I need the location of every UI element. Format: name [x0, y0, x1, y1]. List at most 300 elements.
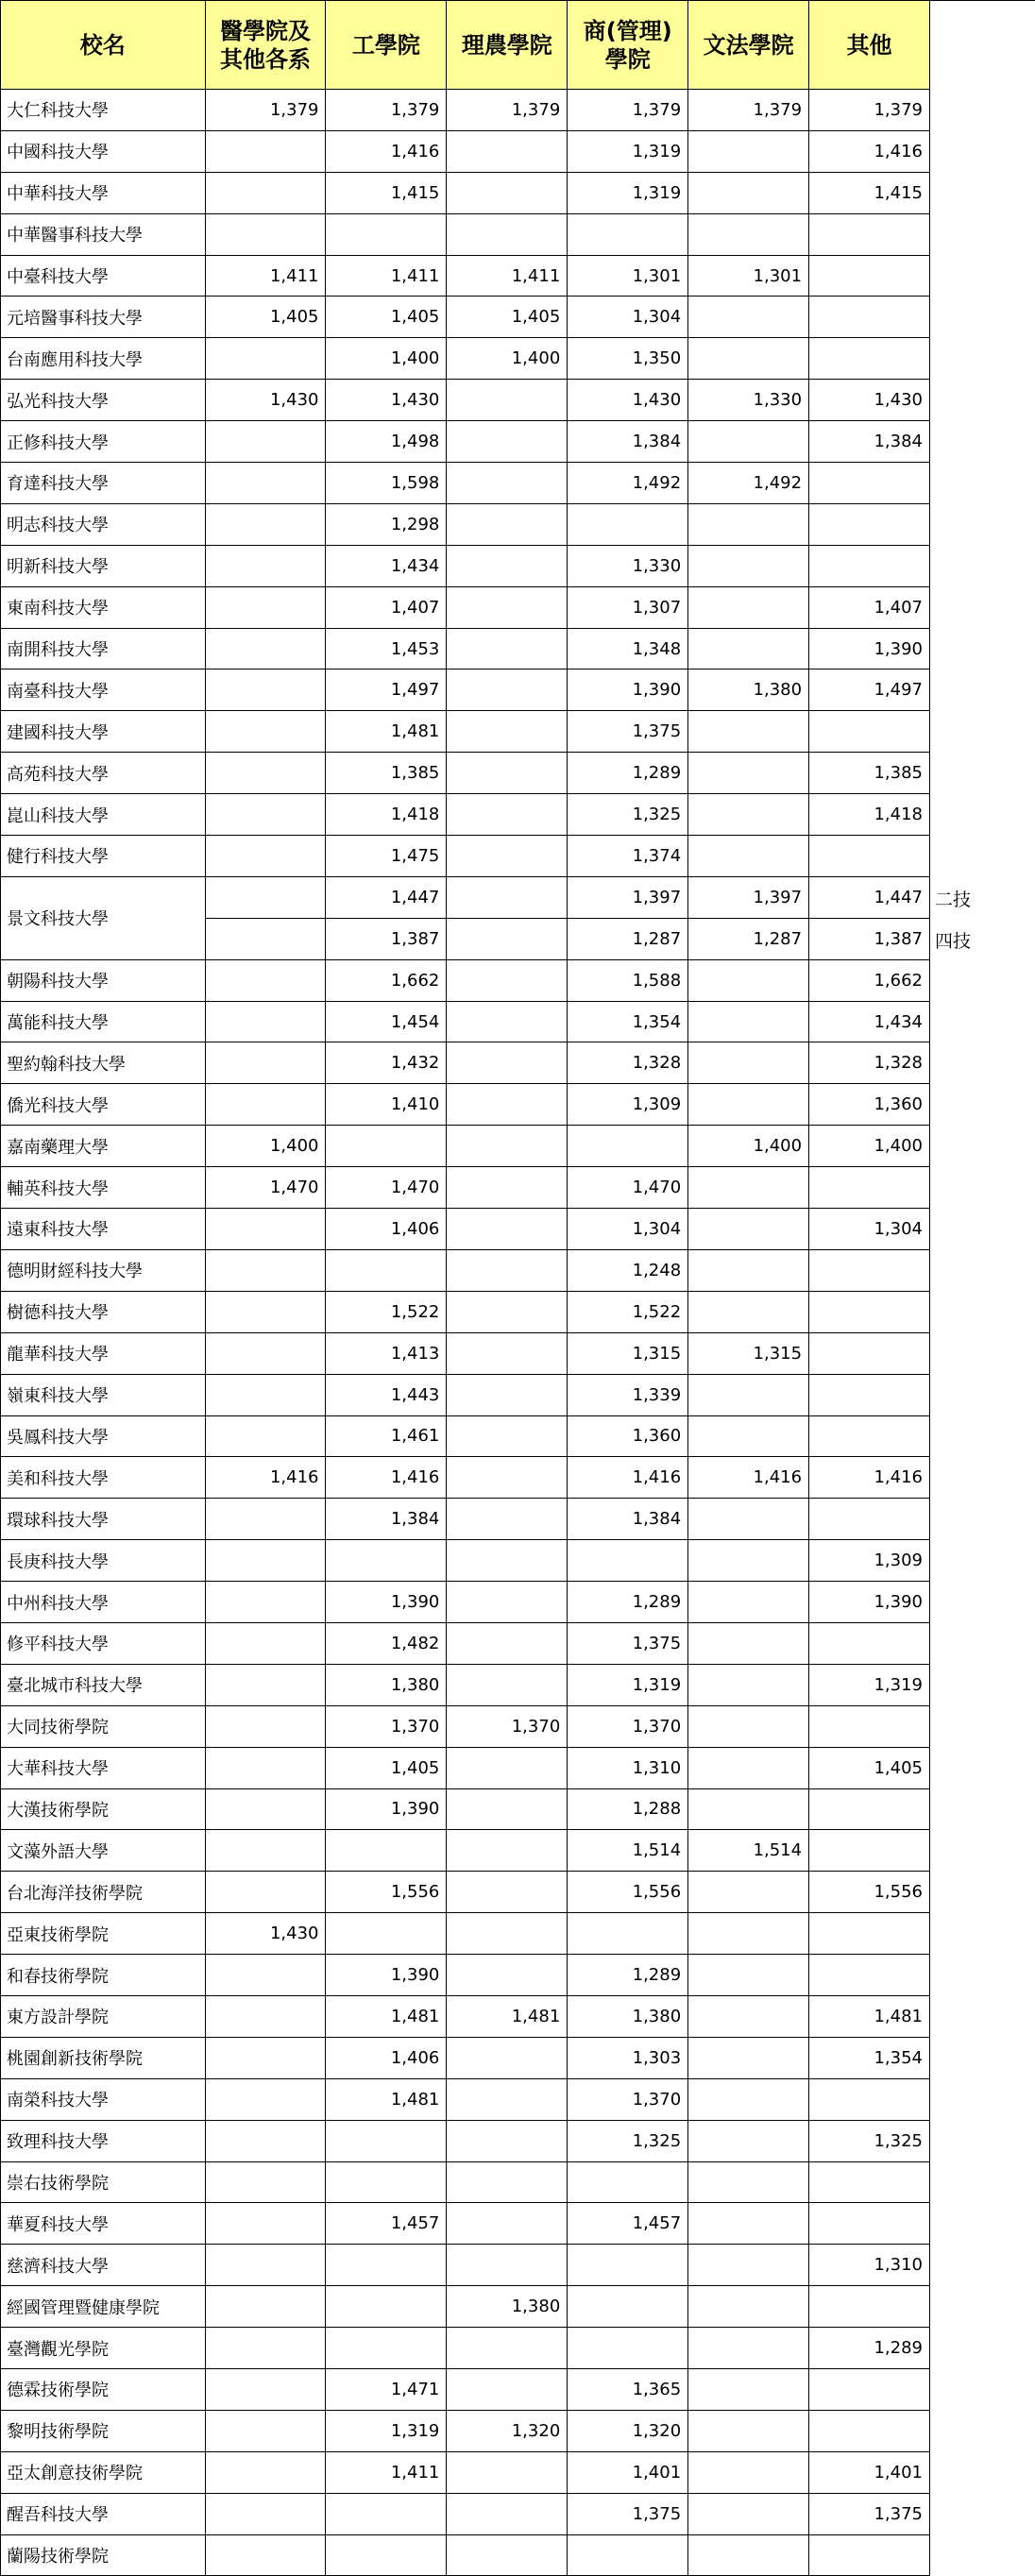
value-cell: 1,405 — [326, 1747, 447, 1788]
school-name-cell: 黎明技術學院 — [1, 2410, 206, 2451]
school-name-cell: 和春技術學院 — [1, 1955, 206, 1996]
value-cell — [205, 669, 326, 711]
table-row — [1, 1209, 930, 1250]
value-cell: 1,390 — [326, 1955, 447, 1996]
value-cell — [688, 2534, 809, 2576]
value-cell: 1,470 — [568, 1167, 688, 1209]
value-cell — [688, 1582, 809, 1623]
value-cell — [447, 918, 568, 959]
value-cell: 1,379 — [205, 90, 326, 131]
value-cell — [447, 959, 568, 1001]
value-cell — [688, 2161, 809, 2203]
school-name-cell: 桃園創新技術學院 — [1, 2037, 206, 2078]
school-name-cell: 德霖技術學院 — [1, 2368, 206, 2410]
value-cell: 1,319 — [326, 2410, 447, 2451]
value-cell: 1,370 — [447, 1705, 568, 1747]
value-cell — [447, 1415, 568, 1457]
value-cell: 1,416 — [568, 1457, 688, 1499]
table-row — [1, 2161, 930, 2203]
school-name-cell: 大漢技術學院 — [1, 1788, 206, 1830]
table-row — [1, 959, 930, 1001]
value-cell — [447, 1457, 568, 1499]
value-cell: 1,375 — [568, 1622, 688, 1664]
school-name-cell: 台南應用科技大學 — [1, 338, 206, 380]
value-cell — [809, 1955, 930, 1996]
school-name-cell: 南開科技大學 — [1, 628, 206, 669]
value-cell: 1,301 — [568, 255, 688, 297]
value-cell: 1,354 — [809, 2037, 930, 2078]
table-row — [1, 545, 930, 586]
header-business: 商(管理) 學院 — [568, 1, 688, 90]
school-name-cell: 臺灣觀光學院 — [1, 2328, 206, 2369]
school-name-cell: 蘭陽技術學院 — [1, 2534, 206, 2576]
school-name-cell: 慈濟科技大學 — [1, 2245, 206, 2286]
value-cell: 1,430 — [205, 380, 326, 421]
value-cell: 1,481 — [447, 1995, 568, 2037]
value-cell — [205, 463, 326, 504]
value-cell — [809, 1332, 930, 1374]
value-cell: 1,492 — [568, 463, 688, 504]
value-cell — [568, 1913, 688, 1955]
school-name-cell: 弘光科技大學 — [1, 380, 206, 421]
value-cell — [326, 2120, 447, 2161]
value-cell — [688, 1788, 809, 1830]
value-cell: 1,315 — [688, 1332, 809, 1374]
value-cell — [205, 1582, 326, 1623]
value-cell: 1,307 — [568, 586, 688, 628]
value-cell — [205, 711, 326, 753]
value-cell: 1,588 — [568, 959, 688, 1001]
value-cell — [447, 2245, 568, 2286]
value-cell — [205, 1747, 326, 1788]
school-name-cell: 亞太創意技術學院 — [1, 2451, 206, 2493]
school-name-cell: 明新科技大學 — [1, 545, 206, 586]
value-cell — [447, 586, 568, 628]
value-cell — [447, 380, 568, 421]
value-cell — [447, 1374, 568, 1415]
value-cell — [688, 1622, 809, 1664]
value-cell — [205, 2368, 326, 2410]
table-row — [1, 1830, 930, 1872]
value-cell: 1,405 — [205, 297, 326, 338]
value-cell — [809, 297, 930, 338]
value-cell: 1,385 — [809, 753, 930, 794]
value-cell — [809, 2286, 930, 2328]
value-cell: 1,415 — [809, 172, 930, 213]
table-row — [1, 90, 930, 131]
value-cell: 1,410 — [326, 1084, 447, 1126]
value-cell — [205, 1042, 326, 1084]
value-cell — [809, 503, 930, 545]
value-cell: 1,662 — [326, 959, 447, 1001]
value-cell: 1,360 — [568, 1415, 688, 1457]
value-cell — [205, 1291, 326, 1332]
value-cell: 1,400 — [205, 1126, 326, 1167]
value-cell — [447, 2161, 568, 2203]
value-cell: 1,387 — [809, 918, 930, 959]
value-cell: 1,407 — [809, 586, 930, 628]
table-row — [1, 794, 930, 836]
header-medical: 醫學院及 其他各系 — [205, 1, 326, 90]
value-cell — [809, 1622, 930, 1664]
value-cell: 1,430 — [205, 1913, 326, 1955]
value-cell — [447, 1955, 568, 1996]
school-name-cell: 聖約翰科技大學 — [1, 1042, 206, 1084]
value-cell — [205, 1209, 326, 1250]
value-cell — [568, 2534, 688, 2576]
value-cell — [809, 545, 930, 586]
value-cell — [447, 836, 568, 877]
school-name-cell: 龍華科技大學 — [1, 1332, 206, 1374]
value-cell — [447, 711, 568, 753]
value-cell — [205, 2161, 326, 2203]
school-name-cell: 建國科技大學 — [1, 711, 206, 753]
value-cell: 1,482 — [326, 1622, 447, 1664]
value-cell: 1,330 — [568, 545, 688, 586]
school-name-cell: 萬能科技大學 — [1, 1001, 206, 1042]
table-row — [1, 2037, 930, 2078]
value-cell — [205, 918, 326, 959]
value-cell: 1,481 — [809, 1995, 930, 2037]
value-cell: 1,397 — [688, 876, 809, 918]
value-cell — [688, 1705, 809, 1747]
value-cell: 1,390 — [326, 1788, 447, 1830]
value-cell — [447, 1499, 568, 1540]
table-row — [1, 711, 930, 753]
value-cell: 1,309 — [809, 1540, 930, 1582]
value-cell — [205, 2534, 326, 2576]
value-cell: 1,310 — [568, 1747, 688, 1788]
value-cell: 1,375 — [809, 2493, 930, 2534]
value-cell — [688, 959, 809, 1001]
table-row — [1, 1167, 930, 1209]
value-cell — [568, 213, 688, 255]
value-cell — [326, 2161, 447, 2203]
value-cell: 1,556 — [568, 1872, 688, 1913]
value-cell — [688, 338, 809, 380]
school-name-cell: 中州科技大學 — [1, 1582, 206, 1623]
value-cell — [205, 1955, 326, 1996]
value-cell: 1,304 — [568, 297, 688, 338]
school-name-cell: 輔英科技大學 — [1, 1167, 206, 1209]
table-row — [1, 1126, 930, 1167]
value-cell: 1,384 — [326, 1499, 447, 1540]
school-name-cell: 南榮科技大學 — [1, 2078, 206, 2120]
header-liberal-arts-law: 文法學院 — [688, 1, 809, 90]
value-cell: 1,475 — [326, 836, 447, 877]
value-cell: 1,405 — [326, 297, 447, 338]
table-row — [1, 255, 930, 297]
value-cell: 1,328 — [809, 1042, 930, 1084]
value-cell — [809, 2078, 930, 2120]
school-name-cell: 文藻外語大學 — [1, 1830, 206, 1872]
value-cell: 1,522 — [326, 1291, 447, 1332]
value-cell — [568, 2328, 688, 2369]
value-cell — [447, 2328, 568, 2369]
value-cell: 1,315 — [568, 1332, 688, 1374]
value-cell: 1,374 — [568, 836, 688, 877]
school-name-cell: 醒吾科技大學 — [1, 2493, 206, 2534]
value-cell — [205, 1622, 326, 1664]
value-cell: 1,375 — [568, 2493, 688, 2534]
value-cell — [447, 1126, 568, 1167]
value-cell: 1,397 — [568, 876, 688, 918]
value-cell — [688, 545, 809, 586]
value-cell — [688, 1249, 809, 1291]
value-cell: 1,481 — [326, 711, 447, 753]
value-cell: 1,497 — [326, 669, 447, 711]
value-cell — [447, 421, 568, 463]
school-name-cell: 元培醫事科技大學 — [1, 297, 206, 338]
value-cell — [447, 2037, 568, 2078]
value-cell: 1,379 — [809, 90, 930, 131]
value-cell: 1,400 — [447, 338, 568, 380]
value-cell: 1,416 — [809, 1457, 930, 1499]
value-cell — [447, 503, 568, 545]
school-name-cell: 景文科技大學 — [1, 876, 206, 959]
table-row — [1, 2328, 930, 2369]
value-cell — [809, 1913, 930, 1955]
table-row — [1, 297, 930, 338]
value-cell — [568, 1126, 688, 1167]
value-cell: 1,390 — [809, 1582, 930, 1623]
value-cell: 1,470 — [205, 1167, 326, 1209]
value-cell: 1,416 — [205, 1457, 326, 1499]
value-cell: 1,461 — [326, 1415, 447, 1457]
value-cell — [688, 1995, 809, 2037]
school-name-cell: 明志科技大學 — [1, 503, 206, 545]
value-cell — [326, 2328, 447, 2369]
table-row — [1, 876, 930, 918]
header-school-name: 校名 — [1, 1, 206, 90]
value-cell: 1,320 — [568, 2410, 688, 2451]
table-row — [1, 1499, 930, 1540]
value-cell — [809, 1374, 930, 1415]
table-row — [1, 1540, 930, 1582]
value-cell — [205, 2203, 326, 2245]
value-cell: 1,298 — [326, 503, 447, 545]
value-cell: 1,289 — [568, 1582, 688, 1623]
value-cell: 1,328 — [568, 1042, 688, 1084]
table-row — [1, 2120, 930, 2161]
value-cell — [688, 1291, 809, 1332]
value-cell: 1,370 — [568, 2078, 688, 2120]
value-cell — [688, 213, 809, 255]
value-cell: 1,289 — [568, 1955, 688, 1996]
school-name-cell: 長庚科技大學 — [1, 1540, 206, 1582]
value-cell — [447, 1540, 568, 1582]
value-cell — [688, 172, 809, 213]
value-cell: 1,319 — [568, 172, 688, 213]
value-cell: 1,481 — [326, 2078, 447, 2120]
school-name-cell: 中華科技大學 — [1, 172, 206, 213]
value-cell: 1,415 — [326, 172, 447, 213]
value-cell — [688, 2078, 809, 2120]
school-name-cell: 中華醫事科技大學 — [1, 213, 206, 255]
value-cell — [568, 2286, 688, 2328]
value-cell — [447, 1830, 568, 1872]
value-cell — [447, 794, 568, 836]
value-cell: 1,400 — [688, 1126, 809, 1167]
value-cell: 1,430 — [568, 380, 688, 421]
value-cell: 1,405 — [447, 297, 568, 338]
header-science-agriculture: 理農學院 — [447, 1, 568, 90]
value-cell: 1,319 — [809, 1664, 930, 1705]
value-cell — [447, 1582, 568, 1623]
value-cell — [326, 1913, 447, 1955]
value-cell — [205, 545, 326, 586]
value-cell: 1,339 — [568, 1374, 688, 1415]
value-cell — [447, 1001, 568, 1042]
value-cell — [447, 1913, 568, 1955]
value-cell: 1,325 — [568, 794, 688, 836]
value-cell — [688, 1664, 809, 1705]
value-cell — [205, 2078, 326, 2120]
table-row — [1, 1913, 930, 1955]
value-cell — [447, 2534, 568, 2576]
value-cell: 1,432 — [326, 1042, 447, 1084]
value-cell — [447, 172, 568, 213]
table-row — [1, 2245, 930, 2286]
school-name-cell: 大華科技大學 — [1, 1747, 206, 1788]
value-cell: 1,497 — [809, 669, 930, 711]
value-cell: 1,401 — [809, 2451, 930, 2493]
school-name-cell: 遠東科技大學 — [1, 1209, 206, 1250]
value-cell — [326, 213, 447, 255]
value-cell — [447, 669, 568, 711]
table-row — [1, 380, 930, 421]
value-cell: 1,406 — [326, 1209, 447, 1250]
value-cell: 1,303 — [568, 2037, 688, 2078]
table-row — [1, 1291, 930, 1332]
value-cell — [447, 1042, 568, 1084]
value-cell — [809, 213, 930, 255]
value-cell — [809, 1291, 930, 1332]
value-cell: 1,418 — [326, 794, 447, 836]
table-row — [1, 2286, 930, 2328]
school-name-cell: 大仁科技大學 — [1, 90, 206, 131]
table-row — [1, 1374, 930, 1415]
school-name-cell: 中國科技大學 — [1, 130, 206, 172]
value-cell: 1,380 — [688, 669, 809, 711]
value-cell: 1,365 — [568, 2368, 688, 2410]
value-cell — [326, 2493, 447, 2534]
table-row — [1, 1582, 930, 1623]
value-cell — [205, 2451, 326, 2493]
value-cell — [447, 1291, 568, 1332]
value-cell — [205, 1830, 326, 1872]
value-cell — [447, 1084, 568, 1126]
table-row — [1, 2410, 930, 2451]
value-cell — [809, 2534, 930, 2576]
value-cell — [809, 2203, 930, 2245]
value-cell — [568, 1540, 688, 1582]
value-cell: 1,457 — [326, 2203, 447, 2245]
table-row — [1, 1747, 930, 1788]
value-cell — [205, 1249, 326, 1291]
value-cell: 1,407 — [326, 586, 447, 628]
value-cell: 1,304 — [568, 1209, 688, 1250]
value-cell — [447, 628, 568, 669]
value-cell — [447, 1664, 568, 1705]
table-row — [1, 421, 930, 463]
value-cell: 1,401 — [568, 2451, 688, 2493]
value-cell: 1,310 — [809, 2245, 930, 2286]
value-cell: 1,481 — [326, 1995, 447, 2037]
value-cell — [809, 255, 930, 297]
value-cell — [688, 2286, 809, 2328]
table-row — [1, 1622, 930, 1664]
value-cell — [205, 1499, 326, 1540]
value-cell — [688, 2451, 809, 2493]
value-cell: 1,400 — [809, 1126, 930, 1167]
value-cell: 1,325 — [568, 2120, 688, 2161]
value-cell — [205, 2328, 326, 2369]
value-cell — [205, 130, 326, 172]
value-cell: 1,447 — [326, 876, 447, 918]
table-row — [1, 2534, 930, 2576]
value-cell — [688, 794, 809, 836]
value-cell — [809, 463, 930, 504]
value-cell — [326, 1830, 447, 1872]
school-name-cell: 東方設計學院 — [1, 1995, 206, 2037]
value-cell: 1,390 — [326, 1582, 447, 1623]
value-cell: 1,325 — [809, 2120, 930, 2161]
value-cell — [688, 2493, 809, 2534]
value-cell — [205, 1001, 326, 1042]
value-cell — [568, 2245, 688, 2286]
table-row — [1, 1788, 930, 1830]
value-cell — [809, 2368, 930, 2410]
value-cell: 1,379 — [326, 90, 447, 131]
value-cell: 1,522 — [568, 1291, 688, 1332]
table-row — [1, 836, 930, 877]
school-name-cell: 大同技術學院 — [1, 1705, 206, 1747]
value-cell: 1,370 — [568, 1705, 688, 1747]
value-cell — [688, 297, 809, 338]
value-cell — [447, 1332, 568, 1374]
school-name-cell: 朝陽科技大學 — [1, 959, 206, 1001]
school-name-cell: 環球科技大學 — [1, 1499, 206, 1540]
row-note: 二技 — [935, 890, 972, 911]
school-name-cell: 亞東技術學院 — [1, 1913, 206, 1955]
school-name-cell: 高苑科技大學 — [1, 753, 206, 794]
value-cell — [688, 130, 809, 172]
value-cell — [326, 1540, 447, 1582]
school-name-cell: 南臺科技大學 — [1, 669, 206, 711]
value-cell — [205, 1788, 326, 1830]
school-name-cell: 台北海洋技術學院 — [1, 1872, 206, 1913]
value-cell — [447, 1167, 568, 1209]
value-cell — [205, 2245, 326, 2286]
value-cell: 1,350 — [568, 338, 688, 380]
table-row — [1, 1415, 930, 1457]
value-cell — [688, 1415, 809, 1457]
value-cell — [205, 1374, 326, 1415]
value-cell: 1,405 — [809, 1747, 930, 1788]
value-cell: 1,384 — [809, 421, 930, 463]
value-cell: 1,248 — [568, 1249, 688, 1291]
value-cell — [326, 2245, 447, 2286]
table-row — [1, 2493, 930, 2534]
school-name-cell: 嶺東科技大學 — [1, 1374, 206, 1415]
value-cell: 1,390 — [568, 669, 688, 711]
value-cell: 1,418 — [809, 794, 930, 836]
value-cell — [447, 1788, 568, 1830]
value-cell — [809, 1499, 930, 1540]
value-cell — [809, 338, 930, 380]
value-cell — [205, 959, 326, 1001]
